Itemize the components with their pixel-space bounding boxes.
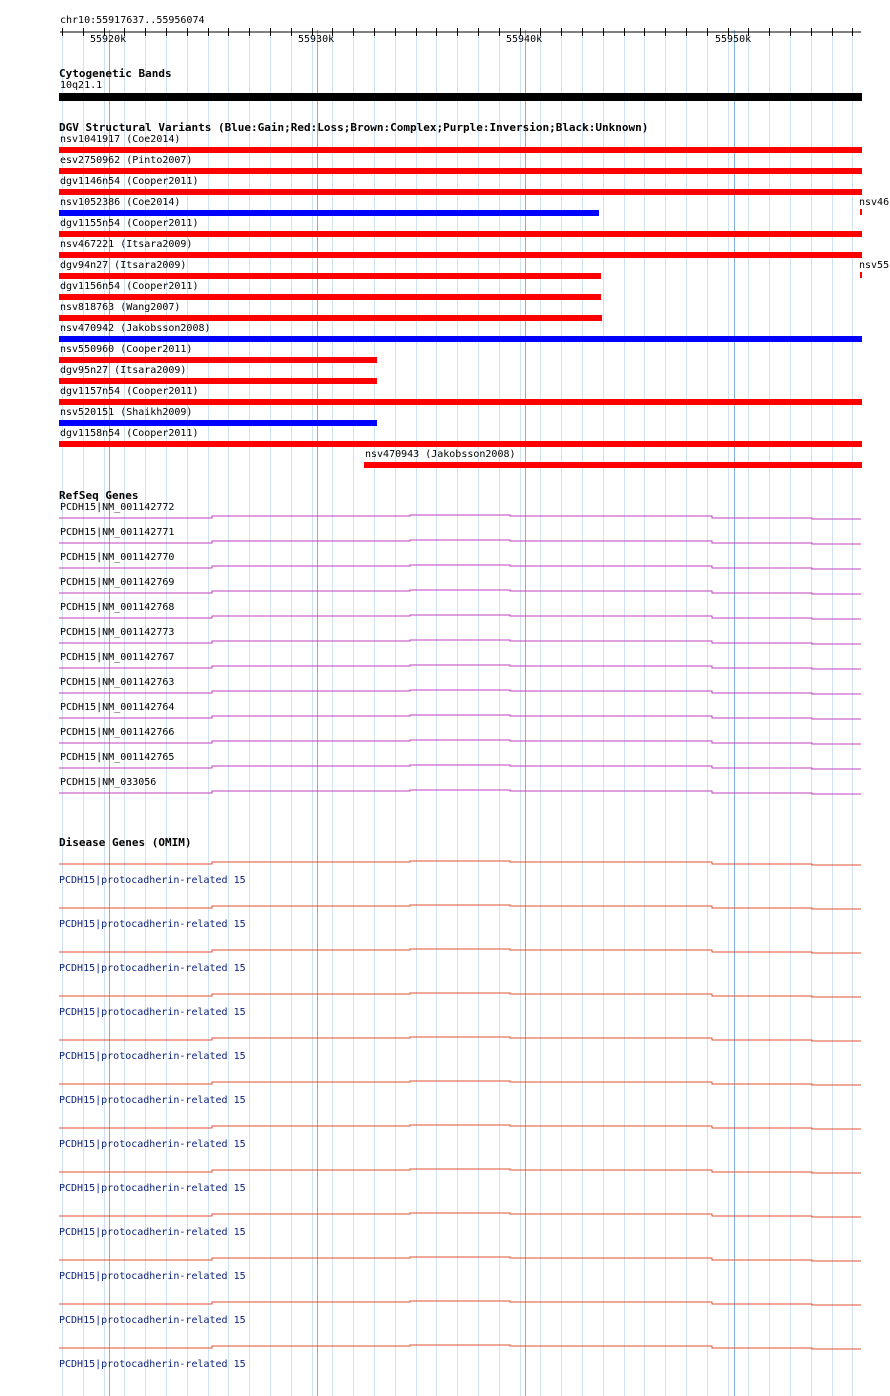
dgv-variant-bar[interactable] xyxy=(59,210,599,216)
omim-gene-label[interactable]: PCDH15|protocadherin-related 15 xyxy=(59,1051,246,1062)
refseq-gene-label[interactable]: PCDH15|NM_001142771 xyxy=(60,527,175,538)
dgv-variant-label[interactable]: nsv470942 (Jakobsson2008) xyxy=(60,323,211,334)
dgv-variant-label[interactable]: nsv467221 (Itsara2009) xyxy=(60,239,193,250)
dgv-variant-bar[interactable] xyxy=(59,441,862,447)
refseq-intron-line xyxy=(59,690,861,694)
dgv-variant-bar[interactable] xyxy=(59,315,602,321)
omim-gene-model[interactable] xyxy=(0,1210,890,1220)
dgv-variant-bar[interactable] xyxy=(59,147,862,153)
omim-intron-line xyxy=(59,993,861,997)
dgv-variant-bar[interactable] xyxy=(59,357,377,363)
omim-intron-line xyxy=(59,1345,861,1349)
omim-gene-label[interactable]: PCDH15|protocadherin-related 15 xyxy=(59,1095,246,1106)
omim-intron-line xyxy=(59,905,861,909)
dgv-variant-label[interactable]: nsv550960 (Cooper2011) xyxy=(60,344,193,355)
dgv-variant-bar[interactable] xyxy=(364,462,862,468)
omim-gene-model[interactable] xyxy=(0,946,890,956)
refseq-intron-line xyxy=(59,790,861,794)
refseq-gene-label[interactable]: PCDH15|NM_001142767 xyxy=(60,652,175,663)
omim-gene-label[interactable]: PCDH15|protocadherin-related 15 xyxy=(59,1359,246,1370)
dgv-variant-bar[interactable] xyxy=(59,336,862,342)
dgv-variant-label[interactable]: nsv520151 (Shaikh2009) xyxy=(60,407,193,418)
refseq-gene-label[interactable]: PCDH15|NM_001142763 xyxy=(60,677,175,688)
refseq-gene-label[interactable]: PCDH15|NM_001142765 xyxy=(60,752,175,763)
dgv-edge-label[interactable]: nsv55 xyxy=(859,260,890,271)
refseq-gene-model[interactable] xyxy=(0,563,890,573)
omim-gene-label[interactable]: PCDH15|protocadherin-related 15 xyxy=(59,1227,246,1238)
refseq-gene-model[interactable] xyxy=(0,588,890,598)
omim-intron-line xyxy=(59,1037,861,1041)
dgv-variant-label[interactable]: dgv1157n54 (Cooper2011) xyxy=(60,386,199,397)
dgv-variant-bar[interactable] xyxy=(59,399,862,405)
dgv-variant-bar[interactable] xyxy=(59,273,601,279)
refseq-gene-model[interactable] xyxy=(0,613,890,623)
dgv-variant-bar[interactable] xyxy=(59,252,862,258)
omim-gene-label[interactable]: PCDH15|protocadherin-related 15 xyxy=(59,1139,246,1150)
dgv-variant-label[interactable]: dgv1158n54 (Cooper2011) xyxy=(60,428,199,439)
dgv-track-title: DGV Structural Variants (Blue:Gain;Red:Loss;Brown:Complex;Purple:Inversion;Black:Unknown) xyxy=(59,121,649,134)
omim-gene-model[interactable] xyxy=(0,1342,890,1352)
omim-intron-line xyxy=(59,861,861,865)
refseq-gene-label[interactable]: PCDH15|NM_001142764 xyxy=(60,702,175,713)
omim-gene-label[interactable]: PCDH15|protocadherin-related 15 xyxy=(59,919,246,930)
omim-gene-label[interactable]: PCDH15|protocadherin-related 15 xyxy=(59,963,246,974)
omim-gene-model[interactable] xyxy=(0,1166,890,1176)
omim-gene-label[interactable]: PCDH15|protocadherin-related 15 xyxy=(59,875,246,886)
omim-intron-line xyxy=(59,1169,861,1173)
refseq-intron-line xyxy=(59,565,861,569)
dgv-variant-label[interactable]: nsv470943 (Jakobsson2008) xyxy=(365,449,516,460)
refseq-gene-model[interactable] xyxy=(0,538,890,548)
refseq-intron-line xyxy=(59,765,861,769)
omim-gene-model[interactable] xyxy=(0,1078,890,1088)
refseq-gene-label[interactable]: PCDH15|NM_001142772 xyxy=(60,502,175,513)
omim-gene-model[interactable] xyxy=(0,1034,890,1044)
refseq-intron-line xyxy=(59,590,861,594)
refseq-track-title: RefSeq Genes xyxy=(59,489,139,502)
refseq-gene-label[interactable]: PCDH15|NM_001142766 xyxy=(60,727,175,738)
dgv-variant-label[interactable]: dgv1155n54 (Cooper2011) xyxy=(60,218,199,229)
dgv-edge-variant-bar[interactable] xyxy=(860,272,862,278)
dgv-variant-label[interactable]: dgv1156n54 (Cooper2011) xyxy=(60,281,199,292)
omim-intron-line xyxy=(59,1081,861,1085)
dgv-variant-label[interactable]: dgv1146n54 (Cooper2011) xyxy=(60,176,199,187)
dgv-variant-bar[interactable] xyxy=(59,378,377,384)
omim-gene-model[interactable] xyxy=(0,1298,890,1308)
omim-gene-model[interactable] xyxy=(0,1254,890,1264)
omim-gene-label[interactable]: PCDH15|protocadherin-related 15 xyxy=(59,1007,246,1018)
dgv-variant-bar[interactable] xyxy=(59,189,862,195)
refseq-gene-label[interactable]: PCDH15|NM_001142773 xyxy=(60,627,175,638)
omim-gene-label[interactable]: PCDH15|protocadherin-related 15 xyxy=(59,1183,246,1194)
dgv-variant-label[interactable]: dgv94n27 (Itsara2009) xyxy=(60,260,187,271)
dgv-variant-label[interactable]: esv2750962 (Pinto2007) xyxy=(60,155,193,166)
refseq-gene-label[interactable]: PCDH15|NM_001142768 xyxy=(60,602,175,613)
omim-gene-model[interactable] xyxy=(0,902,890,912)
refseq-gene-model[interactable] xyxy=(0,713,890,723)
dgv-variant-bar[interactable] xyxy=(59,231,862,237)
omim-gene-model[interactable] xyxy=(0,990,890,1000)
omim-gene-model[interactable] xyxy=(0,858,890,868)
refseq-intron-line xyxy=(59,740,861,744)
cytoband-track-title: Cytogenetic Bands xyxy=(59,67,172,80)
refseq-intron-line xyxy=(59,640,861,644)
omim-gene-label[interactable]: PCDH15|protocadherin-related 15 xyxy=(59,1315,246,1326)
dgv-variant-bar[interactable] xyxy=(59,420,377,426)
dgv-variant-bar[interactable] xyxy=(59,168,862,174)
refseq-gene-model[interactable] xyxy=(0,638,890,648)
ruler-tick-label: 55920k xyxy=(90,34,127,45)
ruler-axis xyxy=(0,24,890,64)
omim-intron-line xyxy=(59,1213,861,1217)
dgv-edge-label[interactable]: nsv46 xyxy=(859,197,890,208)
refseq-gene-model[interactable] xyxy=(0,513,890,523)
dgv-edge-variant-bar[interactable] xyxy=(860,209,862,215)
refseq-gene-label[interactable]: PCDH15|NM_001142770 xyxy=(60,552,175,563)
omim-intron-line xyxy=(59,949,861,953)
omim-intron-line xyxy=(59,1301,861,1305)
omim-gene-label[interactable]: PCDH15|protocadherin-related 15 xyxy=(59,1271,246,1282)
refseq-intron-line xyxy=(59,665,861,669)
refseq-gene-label[interactable]: PCDH15|NM_001142769 xyxy=(60,577,175,588)
dgv-variant-bar[interactable] xyxy=(59,294,601,300)
refseq-gene-model[interactable] xyxy=(0,688,890,698)
cytoband-bar[interactable] xyxy=(59,93,862,101)
refseq-gene-label[interactable]: PCDH15|NM_033056 xyxy=(60,777,157,788)
refseq-intron-line xyxy=(59,515,861,519)
refseq-intron-line xyxy=(59,615,861,619)
refseq-gene-model[interactable] xyxy=(0,788,890,798)
refseq-gene-model[interactable] xyxy=(0,763,890,773)
omim-gene-model[interactable] xyxy=(0,1122,890,1132)
ruler-tick-label: 55950k xyxy=(715,34,752,45)
omim-intron-line xyxy=(59,1257,861,1261)
refseq-gene-model[interactable] xyxy=(0,738,890,748)
dgv-variant-label[interactable]: nsv1052386 (Coe2014) xyxy=(60,197,181,208)
refseq-gene-model[interactable] xyxy=(0,663,890,673)
dgv-variant-label[interactable]: dgv95n27 (Itsara2009) xyxy=(60,365,187,376)
ruler-tick-label: 55930k xyxy=(298,34,335,45)
omim-track-title: Disease Genes (OMIM) xyxy=(59,836,192,849)
refseq-intron-line xyxy=(59,540,861,544)
cytoband-label[interactable]: 10q21.1 xyxy=(60,80,103,91)
ruler-tick-label: 55940k xyxy=(506,34,543,45)
omim-intron-line xyxy=(59,1125,861,1129)
dgv-variant-label[interactable]: nsv1041917 (Coe2014) xyxy=(60,134,181,145)
refseq-intron-line xyxy=(59,715,861,719)
location-label: chr10:55917637..55956074 xyxy=(60,15,205,26)
dgv-variant-label[interactable]: nsv818763 (Wang2007) xyxy=(60,302,181,313)
